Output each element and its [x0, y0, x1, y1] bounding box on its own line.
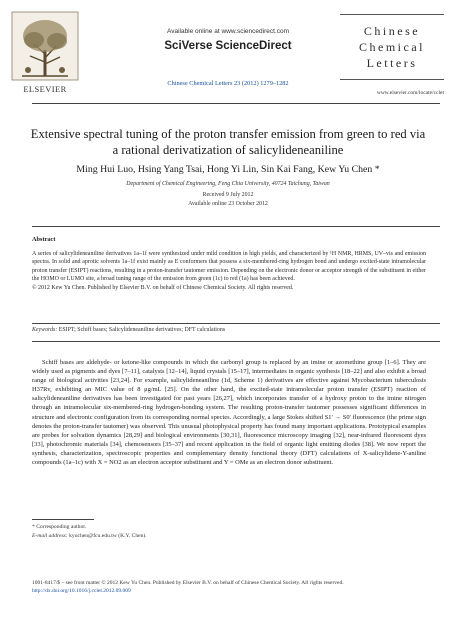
abstract-copyright: © 2012 Kew Yu Chen. Published by Elsevier B.V. on behalf of Chinese Chemical Society. All rights reserved.: [32, 284, 294, 291]
online-prefix: Available online at: [166, 28, 222, 35]
journal-reference: [108, 80, 348, 87]
footnote-divider: [32, 519, 94, 520]
email-label: E-mail address:: [32, 532, 68, 539]
issn-copyright-line: 1001-8417/$ – see front matter © 2012 Kew Yu Chen. Published by Elsevier B.V. on behalf of Chinese Chemical Society. All rights reserved.: [32, 580, 344, 586]
header-divider: [32, 103, 440, 104]
author-list: Ming Hui Luo, Hsing Yang Tsai, Hong Yi Lin, Sin Kai Fang, Kew Yu Chen *: [76, 164, 380, 175]
article-title: Extensive spectral tuning of the proton transfer emission from green to red via a rational derivatization of salicylideneaniline: [30, 127, 426, 157]
abstract-top-divider: [32, 226, 440, 227]
publisher-name: ELSEVIER: [23, 84, 67, 94]
body-paragraph: Schiff bases are aldehyde- or ketone-like compounds in which the carbonyl group is replaced by an imine or azomethine group [1–6]. They are widely used as pigments and dyes [7–11], catalysts [12–14], liquid crystals [15–17], intermediates in organic synthesis [18–22] and also exhibit a broad range of biological activities [23,24]. For example, salicylideneaniline (1d, Scheme 1) derivatives are effective against Mycobacterium tuberculosis H37Rv, exhibiting an MIC value of 8 μg/mL [25]. On the other hand, the excited-state intramolecular proton transfer (ESIPT) reaction of salicylideneaniline derivatives has been investigated for past years [26,27], which incorporates transfer of a hydroxy proton to the imine nitrogen through an intramolecular six-membered-ring hydrogen-bonding system. The resulting proton-transfer tautomer possesses significant differences in structure and electronic configuration from its corresponding normal species. Accordingly, a large Stokes shifted S1′ → S0′ fluorescence (the prime sign denotes the proton-transfer tautomer) was observed. This unusual photophysical property has found many important applications. Prototypical examples are probes for solvation dynamics [28,29] and biological environments [30,31], fluorescence microscopy imaging [32], near-infrared fluorescent dyes [33], photochromic materials [34], chemosensors [35–37] and recent application in the field of organic light emitting diodes [38]. We now report the synthesis, characterization, spectroscopic properties and complementary density functional theory (DFT) calculations of X-salicylidene-Y-aniline compounds (1a–1c) with X = NO2 as an electron acceptor substituent and Y = OMe as an electron donor substituent.: [32, 359, 426, 467]
available-date: Available online 23 October 2012: [188, 201, 268, 207]
journal-reference-text[interactable]: Chinese Chemical Letters 23 (2012) 1279–1282: [167, 80, 289, 87]
page-footer: [32, 579, 432, 595]
keywords-label: Keywords:: [32, 327, 58, 333]
abstract-text: A series of salicylideneaniline derivatives 1a–1f were synthesized under mild condition in high yields, and characterized by ¹H NMR, HRMS, UV–vis and emission spectra. In solid and aprotic solvents 1a–1f exist mainly as E conformers that possess a six-membered-ring hydrogen bond and undergo excited-state intramolecular proton transfer (ESIPT) reactions, resulting in a proton-transfer tautomer emission. Depending on the electronic donor or acceptor strength of the substituent in either the HOMO or LUMO site, a broad tuning range of the emission from green (1c) to red (1a) has been achieved.: [32, 251, 426, 283]
elsevier-tree-logo-icon: [10, 10, 80, 82]
keywords-divider: [32, 323, 440, 324]
journal-cover-line-1: Chinese: [363, 24, 421, 38]
doi-link[interactable]: http://dx.doi.org/10.1016/j.cclet.2012.09.009: [32, 588, 131, 595]
abstract-heading: Abstract: [32, 236, 56, 243]
online-availability: [138, 28, 318, 35]
footnote: [32, 523, 332, 540]
author-affiliation: Department of Chemical Engineering, Feng Chia University, 40724 Taichung, Taiwan: [126, 181, 330, 187]
keywords-list: ESIPT; Schiff bases; Salicylideneaniline derivatives; DFT calculations: [58, 327, 226, 333]
sciencedirect-link[interactable]: www.sciencedirect.com: [221, 28, 289, 35]
journal-url[interactable]: www.elsevier.com/locate/cclet: [376, 90, 444, 96]
abstract-body: [32, 250, 426, 292]
body-section: [32, 358, 426, 467]
author-email[interactable]: kyuchen@fcu.edu.tw (K.Y. Chen).: [69, 532, 147, 539]
platform-name: SciVerse ScienceDirect: [164, 40, 292, 52]
journal-cover-line-3: Letters: [366, 56, 418, 70]
email-line: [32, 532, 332, 541]
received-date: Received 9 July 2012: [202, 192, 254, 198]
corresponding-author-note: * Corresponding author.: [32, 524, 87, 530]
body-top-divider: [32, 341, 440, 342]
keywords-line: [32, 327, 426, 333]
journal-cover-line-2: Chemical: [359, 40, 425, 54]
